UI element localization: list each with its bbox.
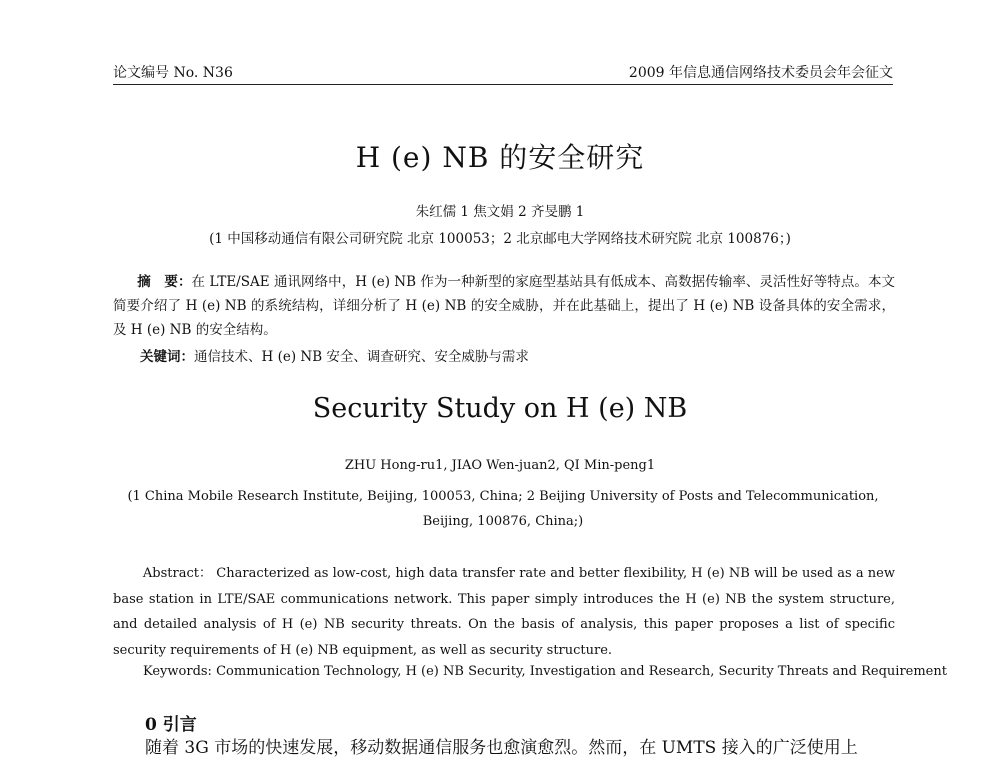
keywords-english-text: Communication Technology, H (e) NB Security, Investigation and Research, Security Threats and Requirement: [216, 664, 947, 679]
abstract-english-label: Abstract：: [142, 566, 213, 581]
abstract-chinese-text: 在 LTE/SAE 通讯网络中，H (e) NB 作为一种新型的家庭型基站具有低成本、高数据传输率、灵活性好等特点。本文简要介绍了 H (e) NB 的系统结构，详细分析了 H (e) NB 的安全威胁，并在此基础上，提出了 H (e) NB 设备具体的安全需求，及 H (e) NB 的安全结构。: [113, 274, 896, 338]
section-heading: 0 引言: [145, 715, 197, 735]
abstract-chinese-label: 摘 要：: [137, 274, 192, 290]
paper-number: 论文编号 No. N36: [113, 65, 233, 81]
authors-english: ZHU Hong-ru1, JIAO Wen-juan2, QI Min-peng1: [344, 458, 656, 473]
keywords-chinese-label: 关键词：: [140, 349, 194, 365]
conference-name: 2009 年信息通信网络技术委员会年会征文: [628, 65, 893, 81]
body-paragraph: 随着 3G 市场的快速发展，移动数据通信服务也愈演愈烈。然而，在 UMTS 接入的广泛使用上: [145, 738, 858, 758]
affiliation-chinese: (1 中国移动通信有限公司研究院 北京 100053；2 北京邮电大学网络技术研究院 北京 100876；): [209, 231, 791, 247]
abstract-chinese: [113, 270, 895, 342]
abstract-english-text: Characterized as low-cost, high data transfer rate and better flexibility, H (e) NB will be used as a new base station in LTE/SAE communications network. This paper simply introduces the H (e) NB the system structure, and detailed analysis of H (e) NB security threats. On the basis of analysis, this paper proposes a list of specific security requirements of H (e) NB equipment, as well as security structure.: [113, 566, 895, 658]
keywords-chinese: [140, 345, 900, 369]
authors-chinese: 朱红儒 1 焦文娟 2 齐旻鹏 1: [415, 204, 585, 220]
abstract-english: [113, 561, 895, 663]
keywords-english: [143, 660, 947, 684]
keywords-english-label: Keywords:: [143, 664, 212, 679]
title-chinese: H (e) NB 的安全研究: [355, 141, 645, 174]
page-header: [113, 58, 893, 85]
keywords-chinese-text: 通信技术、H (e) NB 安全、调查研究、安全威胁与需求: [194, 349, 529, 365]
affiliation-english: (1 China Mobile Research Institute, Beijing, 100053, China; 2 Beijing University of Posts and Telecommunication, Beijing, 100876, China;): [127, 489, 879, 529]
title-english: Security Study on H (e) NB: [312, 393, 688, 424]
